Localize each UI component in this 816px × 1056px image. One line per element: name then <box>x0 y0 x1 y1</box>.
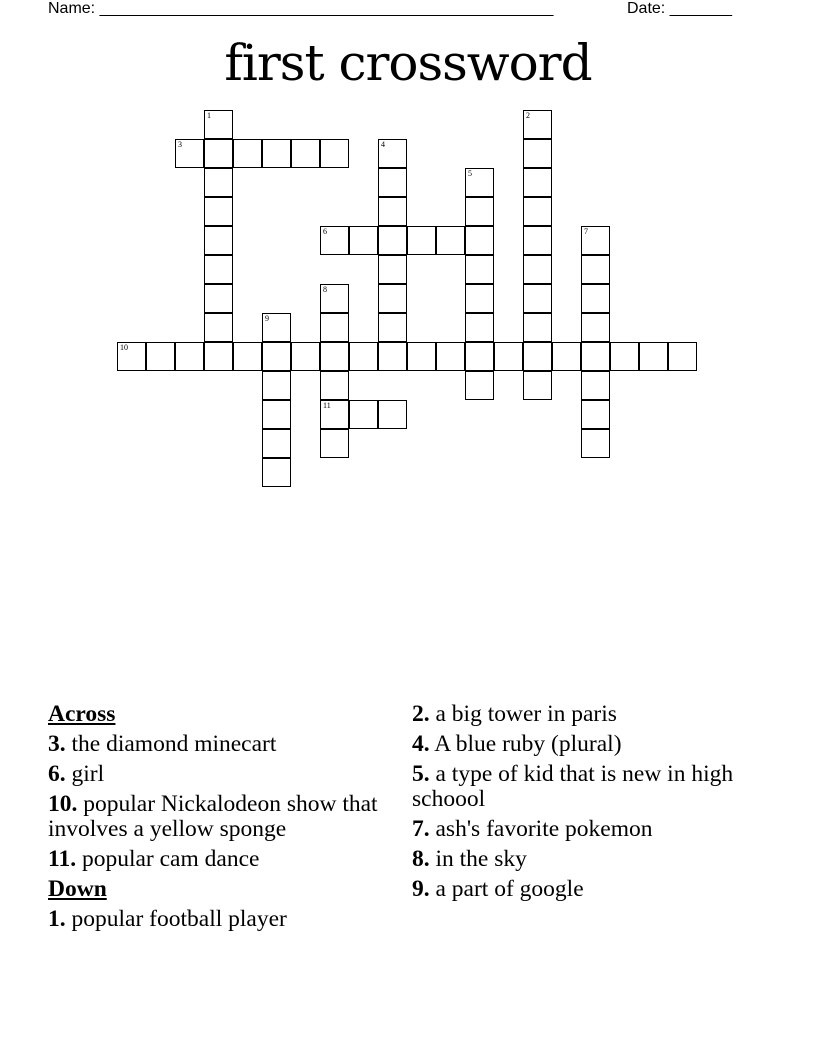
clue-text: popular Nickalodeon show that involves a yellow sponge <box>48 791 378 842</box>
clue-down-4 <box>412 732 752 757</box>
clue-number-label: 10 <box>120 343 128 352</box>
clue-number: 6. <box>48 761 66 787</box>
crossword-cell[interactable] <box>262 400 291 429</box>
clue-across-10 <box>48 792 393 842</box>
crossword-cell[interactable] <box>523 197 552 226</box>
crossword-cell[interactable] <box>523 284 552 313</box>
date-field: Date: _______ <box>627 0 732 17</box>
crossword-cell[interactable] <box>204 342 233 371</box>
crossword-cell[interactable] <box>320 284 349 313</box>
clue-number-label: 7 <box>584 227 588 236</box>
crossword-cell[interactable] <box>378 255 407 284</box>
crossword-cell[interactable] <box>465 371 494 400</box>
clue-number: 2. <box>412 701 430 727</box>
crossword-cell[interactable] <box>204 197 233 226</box>
clue-text: a type of kid that is new in high schoool <box>412 761 734 812</box>
clue-number: 3. <box>48 731 66 757</box>
clue-text: A blue ruby (plural) <box>434 731 622 757</box>
crossword-cell[interactable] <box>262 139 291 168</box>
clue-number-label: 1 <box>207 111 211 120</box>
crossword-cell[interactable] <box>610 342 639 371</box>
crossword-cell[interactable] <box>320 342 349 371</box>
crossword-cell[interactable] <box>146 342 175 371</box>
crossword-cell[interactable] <box>523 168 552 197</box>
crossword-cell[interactable] <box>378 168 407 197</box>
clues-right-column <box>412 702 752 907</box>
crossword-cell[interactable] <box>378 313 407 342</box>
crossword-cell[interactable] <box>523 255 552 284</box>
crossword-cell[interactable] <box>581 400 610 429</box>
clue-down-5 <box>412 762 752 812</box>
crossword-cell[interactable] <box>204 284 233 313</box>
crossword-cell[interactable] <box>204 110 233 139</box>
crossword-cell[interactable] <box>523 342 552 371</box>
crossword-cell[interactable] <box>465 284 494 313</box>
crossword-cell[interactable] <box>465 313 494 342</box>
crossword-cell[interactable] <box>668 342 697 371</box>
crossword-cell[interactable] <box>523 371 552 400</box>
crossword-cell[interactable] <box>233 139 262 168</box>
crossword-cell[interactable] <box>407 226 436 255</box>
crossword-cell[interactable] <box>262 313 291 342</box>
clue-text: popular cam dance <box>81 846 260 872</box>
across-heading: Across <box>48 701 116 727</box>
crossword-cell[interactable] <box>581 313 610 342</box>
clue-text: girl <box>71 761 105 787</box>
clue-number: 8. <box>412 846 430 872</box>
clue-text: ash's favorite pokemon <box>435 816 653 842</box>
crossword-cell[interactable] <box>262 342 291 371</box>
clue-text: in the sky <box>435 846 527 872</box>
clue-number-label: 9 <box>265 314 269 323</box>
crossword-cell[interactable] <box>117 342 146 371</box>
clue-across-6 <box>48 762 393 787</box>
clue-number: 9. <box>412 876 430 902</box>
crossword-cell[interactable] <box>175 342 204 371</box>
crossword-cell[interactable] <box>262 429 291 458</box>
crossword-cell[interactable] <box>175 139 204 168</box>
crossword-cell[interactable] <box>465 168 494 197</box>
clue-number-label: 4 <box>381 140 385 149</box>
crossword-cell[interactable] <box>320 139 349 168</box>
crossword-cell[interactable] <box>552 342 581 371</box>
crossword-cell[interactable] <box>465 226 494 255</box>
crossword-cell[interactable] <box>465 197 494 226</box>
clue-number: 4. <box>412 731 430 757</box>
crossword-cell[interactable] <box>291 139 320 168</box>
clue-text: a part of google <box>435 876 584 902</box>
crossword-grid <box>0 0 816 520</box>
crossword-cell[interactable] <box>204 168 233 197</box>
crossword-cell[interactable] <box>204 226 233 255</box>
crossword-cell[interactable] <box>436 342 465 371</box>
crossword-cell[interactable] <box>581 429 610 458</box>
clue-text: popular football player <box>71 906 287 932</box>
crossword-cell[interactable] <box>262 458 291 487</box>
crossword-cell[interactable] <box>436 226 465 255</box>
crossword-cell[interactable] <box>378 342 407 371</box>
crossword-cell[interactable] <box>378 400 407 429</box>
clue-number: 11. <box>48 846 77 872</box>
page-title: first crossword <box>224 34 592 92</box>
clue-number-label: 2 <box>526 111 530 120</box>
clue-down-7 <box>412 817 752 842</box>
clue-number: 7. <box>412 816 430 842</box>
clue-number-label: 11 <box>323 401 331 410</box>
crossword-cell[interactable] <box>523 226 552 255</box>
crossword-cell[interactable] <box>581 342 610 371</box>
crossword-cell[interactable] <box>494 342 523 371</box>
crossword-cell[interactable] <box>320 429 349 458</box>
crossword-cell[interactable] <box>581 226 610 255</box>
crossword-cell[interactable] <box>407 342 436 371</box>
crossword-cell[interactable] <box>378 197 407 226</box>
clue-number: 5. <box>412 761 430 787</box>
clue-number-label: 8 <box>323 285 327 294</box>
crossword-cell[interactable] <box>523 313 552 342</box>
clue-number: 1. <box>48 906 66 932</box>
crossword-cell[interactable] <box>581 371 610 400</box>
crossword-cell[interactable] <box>465 342 494 371</box>
crossword-cell[interactable] <box>465 255 494 284</box>
clue-number-label: 5 <box>468 169 472 178</box>
crossword-cell[interactable] <box>204 255 233 284</box>
clue-down-8 <box>412 847 752 872</box>
crossword-cell[interactable] <box>320 400 349 429</box>
crossword-cell[interactable] <box>378 284 407 313</box>
clue-across-11 <box>48 847 393 872</box>
clue-down-1 <box>48 907 393 932</box>
crossword-cell[interactable] <box>523 139 552 168</box>
clues-left-column <box>48 702 393 937</box>
crossword-cell[interactable] <box>378 139 407 168</box>
crossword-cell[interactable] <box>291 342 320 371</box>
crossword-cell[interactable] <box>349 226 378 255</box>
crossword-cell[interactable] <box>523 110 552 139</box>
clue-text: the diamond minecart <box>71 731 277 757</box>
crossword-cell[interactable] <box>349 400 378 429</box>
crossword-cell[interactable] <box>320 226 349 255</box>
crossword-cell[interactable] <box>262 371 291 400</box>
clue-across-3 <box>48 732 393 757</box>
crossword-cell[interactable] <box>581 284 610 313</box>
name-field: Name: ___________________________________________________ <box>48 0 554 17</box>
crossword-cell[interactable] <box>349 342 378 371</box>
clue-number-label: 3 <box>178 140 182 149</box>
crossword-cell[interactable] <box>320 371 349 400</box>
crossword-cell[interactable] <box>378 226 407 255</box>
down-heading: Down <box>48 876 107 902</box>
clue-number: 10. <box>48 791 78 817</box>
crossword-cell[interactable] <box>320 313 349 342</box>
crossword-cell[interactable] <box>581 255 610 284</box>
clue-number-label: 6 <box>323 227 327 236</box>
crossword-cell[interactable] <box>639 342 668 371</box>
clue-down-9 <box>412 877 752 902</box>
clue-text: a big tower in paris <box>435 701 617 727</box>
clue-down-2 <box>412 702 752 727</box>
crossword-cell[interactable] <box>233 342 262 371</box>
crossword-cell[interactable] <box>204 139 233 168</box>
crossword-cell[interactable] <box>204 313 233 342</box>
